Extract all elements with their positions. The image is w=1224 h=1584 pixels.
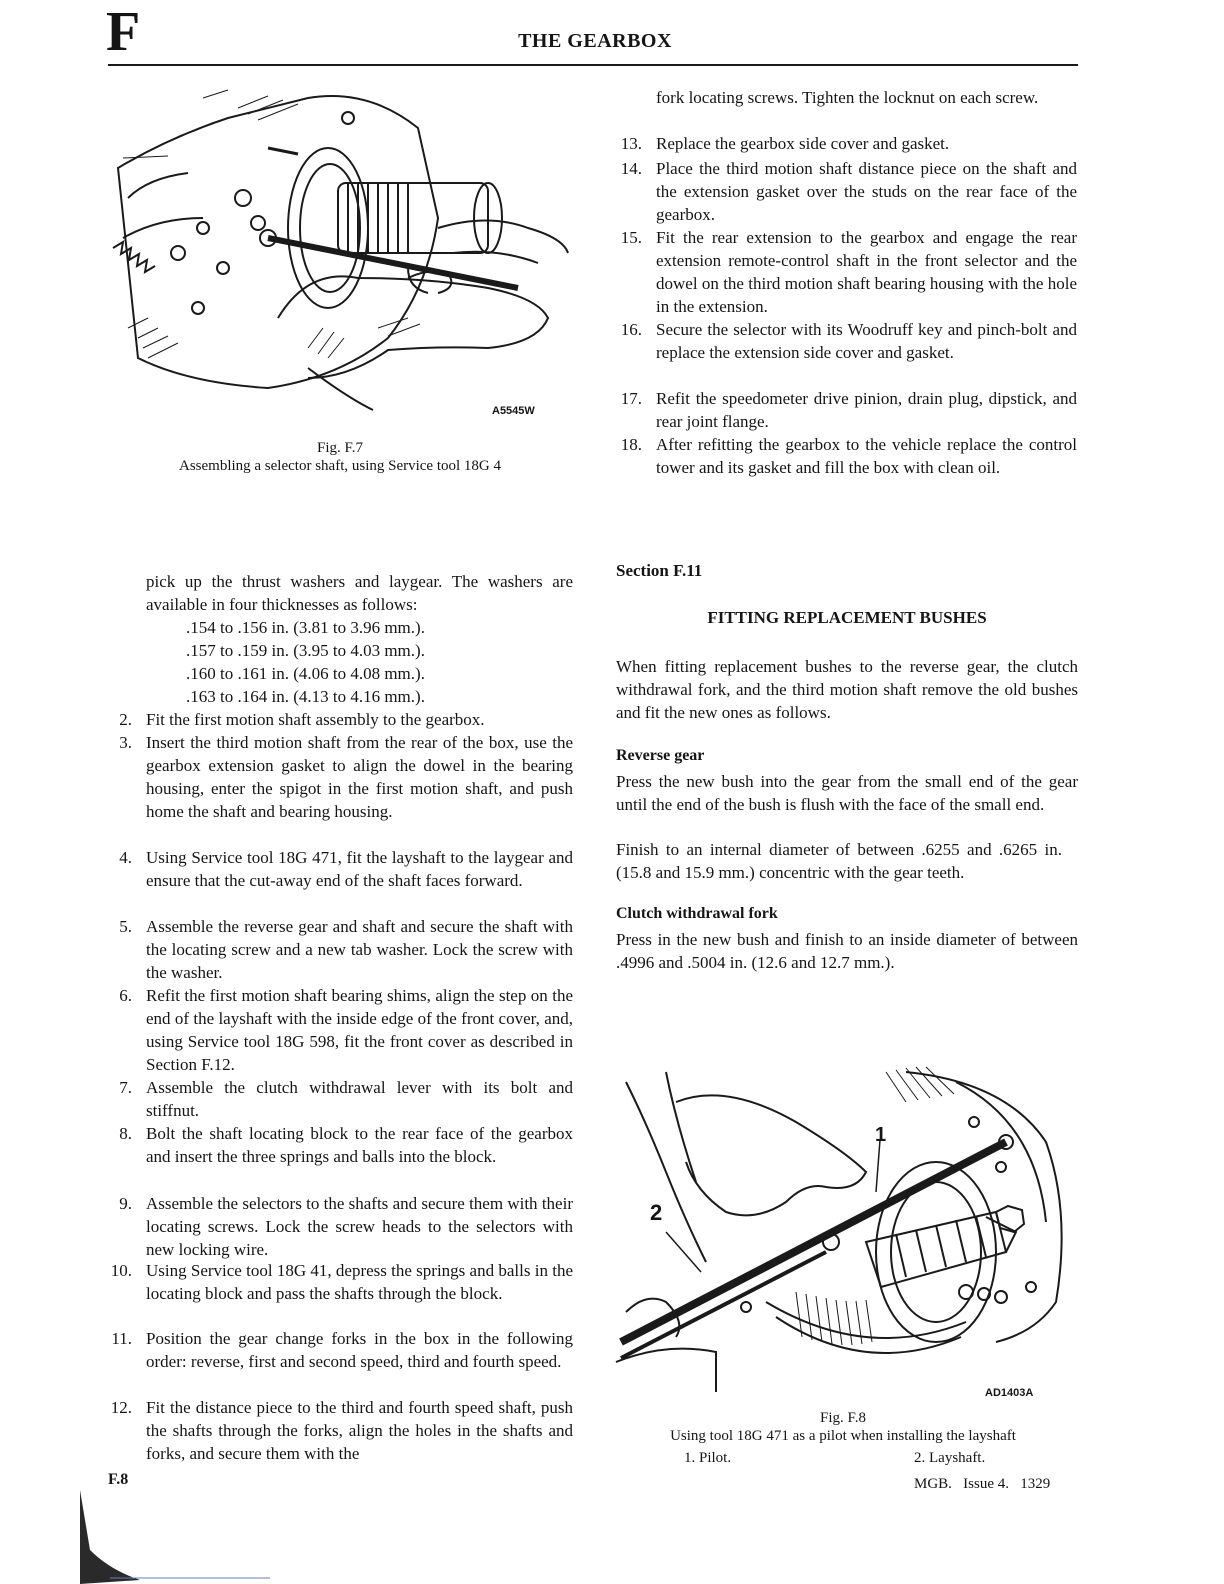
list-item-number: 6. [119, 986, 132, 1005]
list-item-number: 7. [119, 1078, 132, 1097]
figure-f8-code: AD1403A [985, 1387, 1034, 1399]
figure-f8-illustration [606, 1062, 1076, 1402]
list-item-text: Using Service tool 18G 471, fit the layshaft to the laygear and ensure that the cut-away end of the shaft faces forward. [146, 848, 573, 890]
list-item-text: Fit the first motion shaft assembly to the gearbox. [146, 710, 485, 729]
figure-f8-label: Fig. F.8 [820, 1410, 866, 1426]
section-heading: FITTING REPLACEMENT BUSHES [707, 608, 987, 627]
figure-f8-callout-2: 2 [650, 1200, 663, 1225]
list-item-text: Insert the third motion shaft from the rear of the box, use the gearbox extension gasket to align the dowel in the bearing housing, enter the spigot in the first motion shaft, and push home the shaft and bearing housing. [146, 733, 573, 821]
section-label: Section F.11 [616, 561, 703, 580]
list-item-number: 2. [119, 710, 132, 729]
list-item-text: Replace the gearbox side cover and gasket. [656, 134, 950, 153]
clutch-fork-para: Press in the new bush and finish to an inside diameter of between .4996 and .5004 in. (12.6 and 12.7 mm.). [616, 930, 1078, 972]
list-item-number: 17. [620, 389, 642, 408]
figure-f7-caption: Assembling a selector shaft, using Service tool 18G 4 [178, 458, 502, 474]
reverse-gear-heading: Reverse gear [616, 747, 705, 764]
figure-f8-callout-1: 1 [875, 1124, 887, 1146]
reverse-gear-para-1: Press the new bush into the gear from the small end of the gear until the end of the bush is flush with the face of the small end. [616, 772, 1078, 814]
list-item-number: 11. [111, 1329, 132, 1348]
list-item-text: After refitting the gearbox to the vehicle replace the control tower and its gasket and fill the box with clean oil. [656, 435, 1077, 477]
list-item-number: 9. [119, 1194, 132, 1213]
list-item-number: 8. [119, 1124, 132, 1143]
right-continued-text: fork locating screws. Tighten the locknut on each screw. [656, 88, 1039, 107]
list-item-text: Refit the first motion shaft bearing shims, align the step on the end of the layshaft with the inside edge of the front cover, and, using Service tool 18G 598, fit the front cover as described in Section F.12. [146, 986, 573, 1074]
list-item-number: 15. [620, 228, 642, 247]
clutch-fork-heading: Clutch withdrawal fork [616, 905, 778, 922]
list-item-text: Refit the speedometer drive pinion, drain plug, dipstick, and rear joint flange. [656, 389, 1077, 431]
scan-artifact [80, 1490, 280, 1584]
figure-f8-caption: Using tool 18G 471 as a pilot when installing the layshaft [670, 1428, 1016, 1444]
figure-f7-code: A5545W [492, 405, 535, 417]
list-item-text: Position the gear change forks in the box in the following order: reverse, first and second speed, third and fourth speed. [146, 1329, 573, 1371]
list-item-number: 3. [119, 733, 132, 752]
reverse-gear-para-2: Finish to an internal diameter of between .6255 and .6265 in. (15.8 and 15.9 mm.) concentric with the gear teeth. [616, 840, 1062, 882]
list-item-number: 4. [119, 848, 132, 867]
thickness-item: .154 to .156 in. (3.81 to 3.96 mm.). [186, 618, 425, 637]
figure-f8-legend-1: 1. Pilot. [684, 1450, 732, 1466]
list-item-text: Assemble the clutch withdrawal lever with its bolt and stiffnut. [146, 1078, 573, 1120]
section-letter: F [106, 1, 140, 63]
footer-issue: MGB. Issue 4. 1329 [914, 1476, 1051, 1492]
list-item-number: 14. [620, 159, 642, 178]
section-intro: When fitting replacement bushes to the reverse gear, the clutch withdrawal fork, and the third motion shaft remove the old bushes and fit the new ones as follows. [616, 657, 1078, 722]
thickness-item: .163 to .164 in. (4.13 to 4.16 mm.). [186, 687, 425, 706]
figure-f8-legend-2: 2. Layshaft. [914, 1450, 986, 1466]
figure-f7-illustration [108, 78, 578, 423]
list-item-text: Secure the selector with its Woodruff key and pinch-bolt and replace the extension side cover and gasket. [656, 320, 1077, 362]
list-item-text: Place the third motion shaft distance piece on the shaft and the extension gasket over the studs on the rear face of the gearbox. [656, 159, 1077, 224]
list-item-number: 5. [119, 917, 132, 936]
list-item-number: 10. [110, 1261, 132, 1280]
page-number: F.8 [108, 1471, 129, 1488]
list-item-text: Assemble the selectors to the shafts and secure them with their locating screws. Lock the screw heads to the selectors with new locking wire. [146, 1194, 573, 1259]
thickness-item: .157 to .159 in. (3.95 to 4.03 mm.). [186, 641, 425, 660]
list-item-text: Using Service tool 18G 41, depress the springs and balls in the locating block and pass the shafts through the block. [146, 1261, 573, 1303]
list-item-number: 13. [620, 134, 642, 153]
header-rule [108, 64, 1078, 66]
left-intro: pick up the thrust washers and laygear. The washers are available in four thicknesses as follows: [146, 572, 573, 614]
list-item-number: 16. [620, 320, 642, 339]
thickness-item: .160 to .161 in. (4.06 to 4.08 mm.). [186, 664, 425, 683]
figure-f7-label: Fig. F.7 [317, 440, 363, 456]
list-item-text: Fit the rear extension to the gearbox and engage the rear extension remote-control shaft in the front selector and the dowel on the third motion shaft bearing housing with the hole in the extension. [656, 228, 1077, 316]
list-item-text: Fit the distance piece to the third and fourth speed shaft, push the shafts through the forks, align the holes in the shafts and forks, and secure them with the [146, 1398, 573, 1463]
page-title: THE GEARBOX [518, 30, 672, 52]
list-item-text: Bolt the shaft locating block to the rear face of the gearbox and insert the three springs and balls into the block. [146, 1124, 573, 1166]
list-item-text: Assemble the reverse gear and shaft and secure the shaft with the locating screw and a new tab washer. Lock the screw with the washer. [146, 917, 573, 982]
list-item-number: 18. [620, 435, 642, 454]
list-item-number: 12. [110, 1398, 132, 1417]
